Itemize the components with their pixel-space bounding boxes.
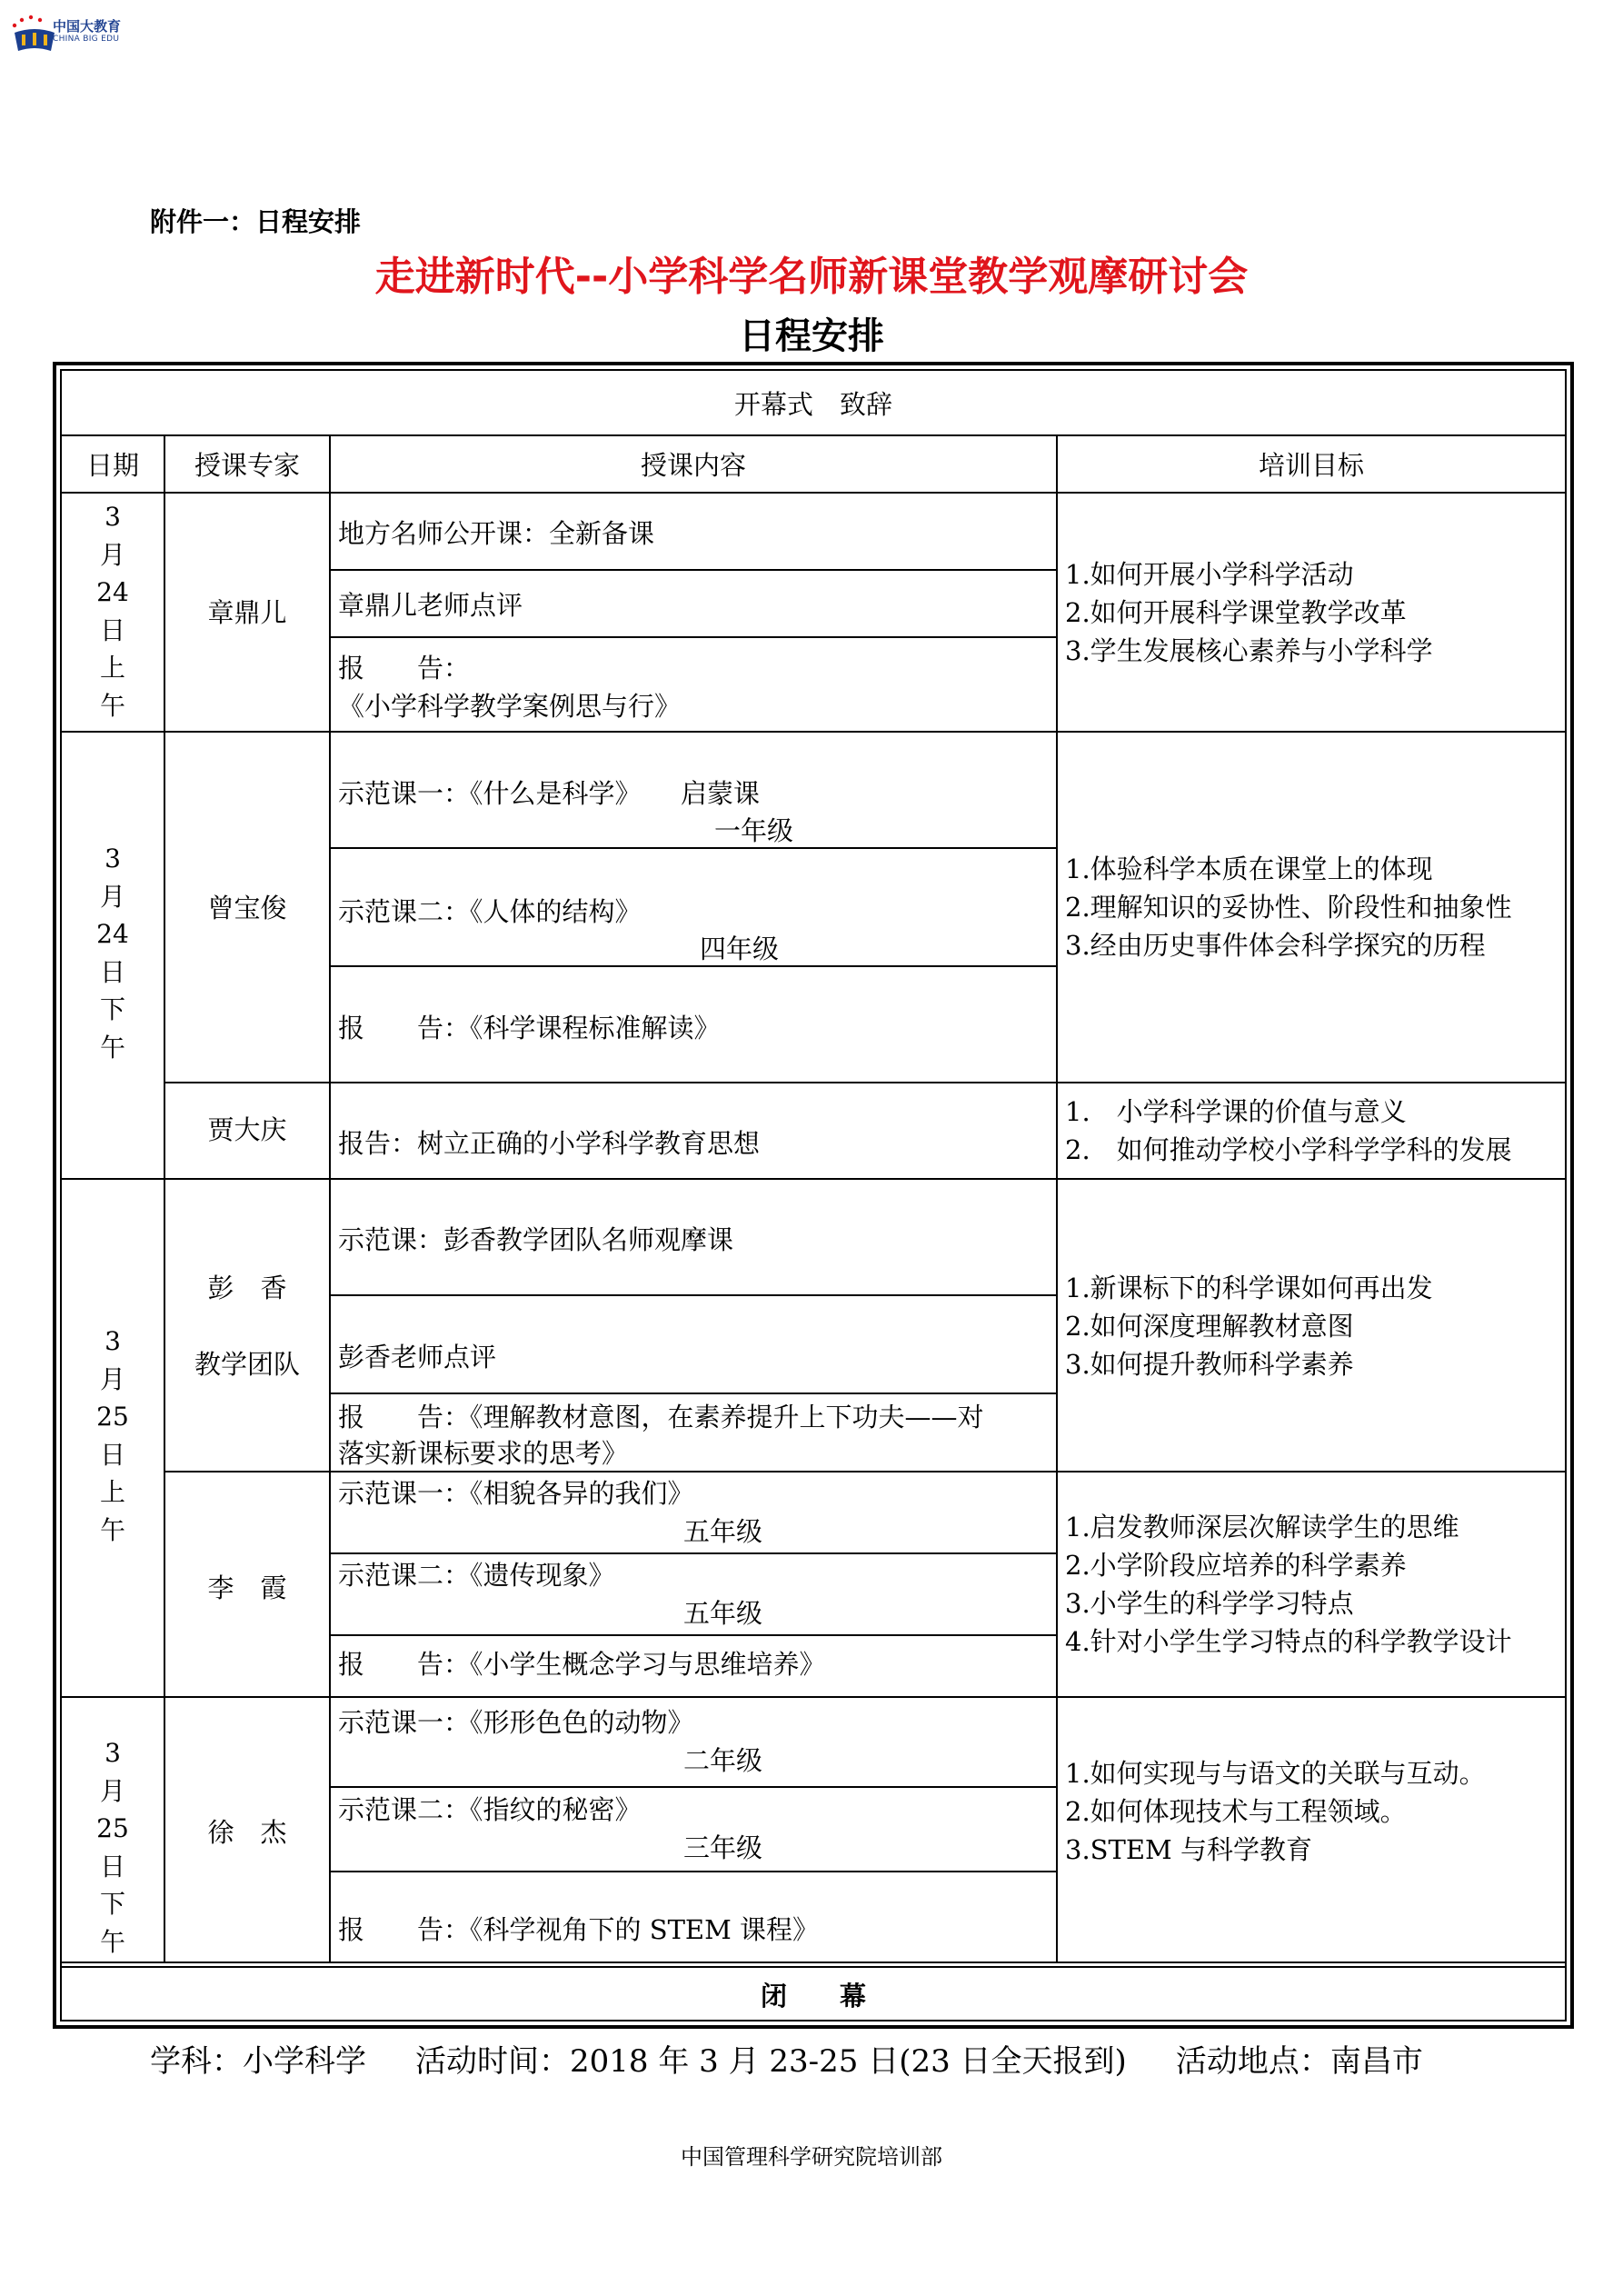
goal-list: 1.如何实现与与语文的关联与互动。 2.如何体现技术与工程领域。 3.STEM 与科学教育 — [1065, 1758, 1486, 1865]
content-item: 报 告：《小学生概念学习与思维培养》 — [338, 1649, 826, 1680]
goal-list: 1.如何开展小学科学活动 2.如何开展科学课堂教学改革 3.学生发展核心素养与小学科学 — [1065, 559, 1433, 666]
content-item: 地方名师公开课：全新备课 — [338, 518, 655, 549]
date-cell-day1-pm: 3 月 24 日 下 午 — [96, 844, 129, 1063]
content-item: 示范课二：《人体的结构》 — [338, 896, 642, 927]
event-time: 活动时间：2018 年 3 月 23-25 日(23 日全天报到) — [415, 2043, 1127, 2080]
header-date: 日期 — [85, 450, 139, 481]
expert-team: 教学团队 — [194, 1349, 300, 1380]
cell-divider — [329, 965, 1056, 967]
content-item: 《小学科学教学案例思与行》 — [338, 691, 682, 722]
expert-name: 章鼎儿 — [207, 597, 287, 628]
cell-divider — [329, 1871, 1056, 1872]
column-divider — [1056, 436, 1058, 1962]
content-item: 示范课一：《形形色色的动物》 — [338, 1707, 694, 1738]
content-grade: 五年级 — [683, 1516, 763, 1547]
expert-name: 徐 杰 — [207, 1817, 287, 1848]
event-subject: 学科：小学科学 — [150, 2043, 366, 2080]
opening-row: 开幕式 致辞 — [733, 389, 892, 420]
content-item: 示范课二：《指纹的秘密》 — [338, 1794, 642, 1825]
content-item: 落实新课标要求的思考》 — [338, 1438, 629, 1469]
content-item: 报 告：《科学课程标准解读》 — [338, 1013, 721, 1043]
row-divider — [62, 492, 1565, 494]
row-divider — [62, 1962, 1565, 1963]
date-cell-day2-pm: 3 月 25 日 下 午 — [96, 1738, 129, 1957]
goal-list: 1.启发教师深层次解读学生的思维 2.小学阶段应培养的科学素养 3.小学生的科学学习特点 4.针对小学生学习特点的科学教学设计 — [1065, 1512, 1512, 1657]
expert-name: 曾宝俊 — [207, 893, 287, 923]
expert-name: 李 霞 — [207, 1572, 287, 1603]
row-divider — [62, 1966, 1565, 1968]
row-divider — [62, 434, 1565, 436]
cell-divider — [329, 569, 1056, 571]
header-expert: 授课专家 — [194, 450, 300, 481]
logo-name: 中国大教育 — [53, 18, 122, 35]
content-grade: 一年级 — [714, 815, 794, 846]
goal-list: 1.体验科学本质在课堂上的体现 2.理解知识的妥协性、阶段性和抽象性 3.经由历史事件体会科学探究的历程 — [1065, 854, 1512, 961]
goal-list: 1.新课标下的科学课如何再出发 2.如何深度理解教材意图 3.如何提升教师科学素养 — [1065, 1273, 1433, 1380]
page-title: 走进新时代--小学科学名师新课堂教学观摩研讨会 — [374, 254, 1249, 300]
column-divider — [329, 436, 331, 1962]
row-divider — [164, 1082, 1565, 1083]
cell-divider — [329, 1786, 1056, 1788]
content-item: 示范课：彭香教学团队名师观摩课 — [338, 1224, 734, 1255]
cell-divider — [329, 636, 1056, 638]
cell-divider — [329, 1552, 1056, 1554]
event-location: 活动地点：南昌市 — [1175, 2043, 1423, 2080]
column-divider — [164, 436, 165, 1962]
content-item: 示范课一：《什么是科学》 启蒙课 — [338, 778, 761, 809]
row-divider — [62, 1178, 1565, 1180]
cell-divider — [329, 1393, 1056, 1394]
event-info — [150, 2036, 1423, 2081]
row-divider — [62, 731, 1565, 733]
date-cell-day2-am: 3 月 25 日 上 午 — [96, 1326, 129, 1545]
content-grade: 二年级 — [683, 1745, 763, 1776]
cell-divider — [329, 847, 1056, 849]
content-item: 章鼎儿老师点评 — [338, 590, 523, 621]
content-item: 报告：树立正确的小学科学教育思想 — [338, 1128, 761, 1159]
content-item: 报 告：《科学视角下的 STEM 课程》 — [338, 1914, 820, 1945]
logo-name-en: CHINA BIG EDU — [53, 35, 120, 44]
header-content: 授课内容 — [640, 450, 746, 481]
content-item: 报 告：《理解教材意图，在素养提升上下功夫——对 — [338, 1402, 984, 1433]
goal-list: 1. 小学科学课的价值与意义 2. 如何推动学校小学科学学科的发展 — [1065, 1096, 1512, 1165]
row-divider — [62, 1696, 1565, 1698]
content-item: 示范课二：《遗传现象》 — [338, 1560, 615, 1591]
cell-divider — [329, 1634, 1056, 1636]
attachment-label: 附件一：日程安排 — [150, 206, 362, 237]
content-item: 彭香老师点评 — [338, 1342, 497, 1373]
cell-divider — [329, 1294, 1056, 1296]
date-cell-day1-am: 3 月 24 日 上 午 — [96, 502, 129, 721]
content-grade: 三年级 — [683, 1832, 763, 1863]
expert-name: 彭 香 — [207, 1273, 287, 1303]
content-item: 示范课一：《相貌各异的我们》 — [338, 1478, 694, 1509]
content-grade: 五年级 — [683, 1598, 763, 1629]
expert-name: 贾大庆 — [207, 1114, 287, 1145]
closing-row: 闭 幕 — [760, 1981, 866, 2011]
organizer: 中国管理科学研究院培训部 — [681, 2144, 942, 2170]
page-subtitle: 日程安排 — [739, 315, 884, 357]
content-grade: 四年级 — [700, 933, 780, 964]
header-goal: 培训目标 — [1258, 450, 1364, 481]
content-item: 报 告： — [338, 653, 471, 684]
